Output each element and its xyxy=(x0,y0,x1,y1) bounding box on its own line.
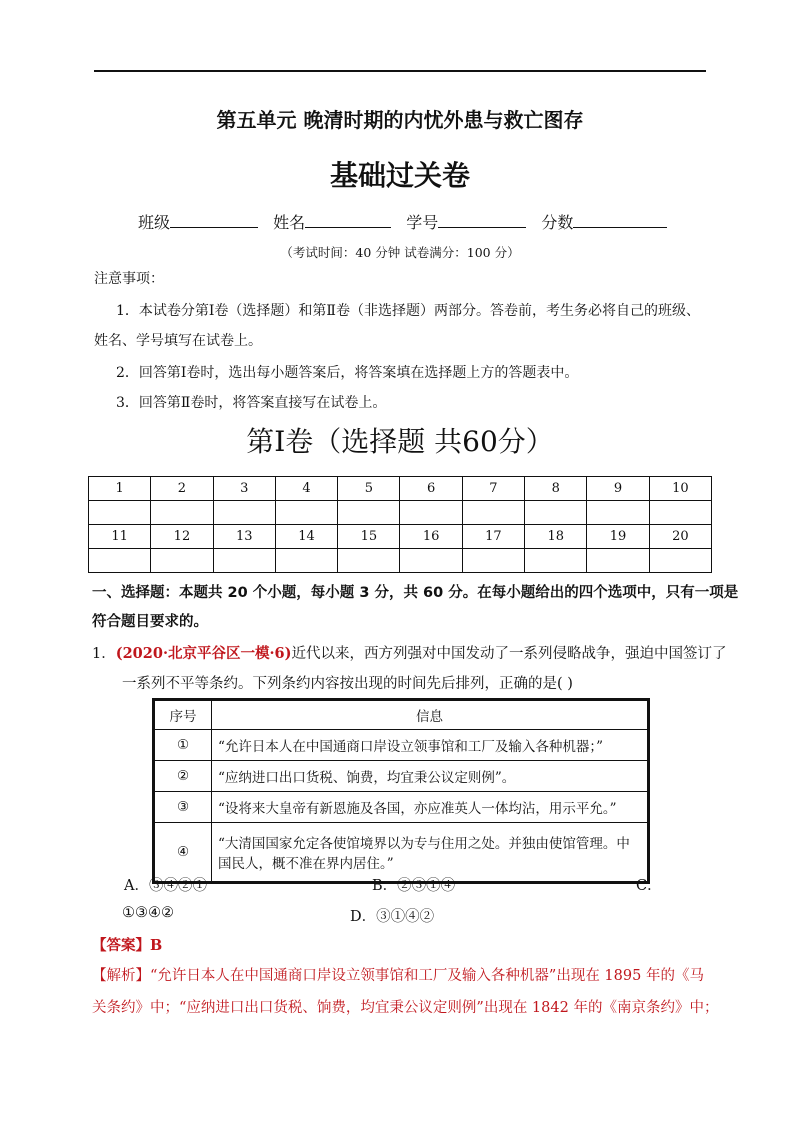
table-header-row xyxy=(154,700,649,730)
row-info: “应纳进口出口货税、饷费，均宜秉公议定则例”。 xyxy=(212,761,649,792)
exam-title: 基础过关卷 xyxy=(329,159,470,192)
part1-instructions-line-2: 符合题目要求的。 xyxy=(92,614,208,630)
treaty-info-table xyxy=(152,698,650,884)
class-label: 班级 xyxy=(138,213,171,232)
grid-number: 12 xyxy=(151,525,213,549)
grid-number: 4 xyxy=(275,477,337,501)
answer-cell[interactable] xyxy=(213,549,275,573)
question-1-stem xyxy=(92,642,727,663)
exam-time-note: （考试时间：40 分钟 试卷满分：100 分） xyxy=(280,245,520,260)
answer-cell[interactable] xyxy=(587,549,649,573)
answer-cell[interactable] xyxy=(649,501,711,525)
answer-cell[interactable] xyxy=(151,501,213,525)
question-source: (2020·北京平谷区一模·6) xyxy=(115,645,292,662)
row-seq: ② xyxy=(154,761,212,792)
option-b[interactable]: B．②③①④ xyxy=(372,878,456,894)
answer-cell[interactable] xyxy=(275,549,337,573)
answer-grid-blanks-2 xyxy=(89,549,712,573)
answer-cell[interactable] xyxy=(462,549,524,573)
answer-cell[interactable] xyxy=(462,501,524,525)
grid-number: 16 xyxy=(400,525,462,549)
unit-title: 第五单元 晚清时期的内忧外患与救亡图存 xyxy=(216,108,584,132)
answer-grid xyxy=(88,476,712,573)
answer-cell[interactable] xyxy=(89,501,151,525)
score-label: 分数 xyxy=(541,213,574,232)
answer-cell[interactable] xyxy=(400,549,462,573)
notes-heading: 注意事项： xyxy=(94,271,164,287)
grid-number: 11 xyxy=(89,525,151,549)
answer-cell[interactable] xyxy=(338,501,400,525)
student-id-label: 学号 xyxy=(406,213,439,232)
grid-number: 13 xyxy=(213,525,275,549)
table-row xyxy=(154,730,649,761)
part1-instructions-line-1: 一、选择题：本题共 20 个小题，每小题 3 分，共 60 分。在每小题给出的四个选项中，只有一项是 xyxy=(92,585,739,601)
note-1-line-1: 1．本试卷分第Ⅰ卷（选择题）和第Ⅱ卷（非选择题）两部分。答卷前，考生务必将自己的班级、 xyxy=(116,303,700,319)
grid-number: 1 xyxy=(89,477,151,501)
grid-number: 7 xyxy=(462,477,524,501)
score-blank[interactable] xyxy=(573,213,667,228)
analysis-line-2: 关条约》中；“应纳进口出口货税、饷费，均宜秉公议定则例”出现在 1842 年的《南京条约》中； xyxy=(92,1000,719,1016)
question-number: 1． xyxy=(92,646,116,662)
row-info: “大清国国家允定各使馆境界以为专与住用之处。并独由使馆管理。中国民人，概不准在界内居住。” xyxy=(212,823,649,883)
row-seq: ③ xyxy=(154,792,212,823)
answer-cell[interactable] xyxy=(213,501,275,525)
grid-number: 3 xyxy=(213,477,275,501)
column-header-info: 信息 xyxy=(212,700,649,730)
table-row xyxy=(154,761,649,792)
row-seq: ④ xyxy=(154,823,212,883)
note-2: 2．回答第Ⅰ卷时，选出每小题答案后，将答案填在选择题上方的答题表中。 xyxy=(116,365,579,381)
grid-number: 14 xyxy=(275,525,337,549)
option-d[interactable]: D．③①④② xyxy=(350,909,435,925)
grid-number: 10 xyxy=(649,477,711,501)
question-stem-line-1: 近代以来，西方列强对中国发动了一系列侵略战争，强迫中国签订了 xyxy=(291,646,727,662)
note-1-line-2: 姓名、学号填写在试卷上。 xyxy=(94,333,262,349)
section-title: 第Ⅰ卷（选择题 共60分） xyxy=(246,425,554,458)
grid-number: 20 xyxy=(649,525,711,549)
answer-cell[interactable] xyxy=(587,501,649,525)
grid-number: 19 xyxy=(587,525,649,549)
answer-cell[interactable] xyxy=(275,501,337,525)
option-c-label[interactable]: C． xyxy=(636,878,662,894)
row-info: “设将来大皇帝有新恩施及各国，亦应准英人一体均沾，用示平允。” xyxy=(212,792,649,823)
row-seq: ① xyxy=(154,730,212,761)
answer-cell[interactable] xyxy=(89,549,151,573)
grid-number: 2 xyxy=(151,477,213,501)
analysis-line-1: 【解析】“允许日本人在中国通商口岸设立领事馆和工厂及输入各种机器”出现在 1895 年的《马 xyxy=(92,968,704,984)
answer-grid-numbers-1 xyxy=(89,477,712,501)
grid-number: 15 xyxy=(338,525,400,549)
answer-cell[interactable] xyxy=(649,549,711,573)
answer-grid-blanks-1 xyxy=(89,501,712,525)
answer-cell[interactable] xyxy=(151,549,213,573)
answer-cell[interactable] xyxy=(400,501,462,525)
question-stem-line-2: 一系列不平等条约。下列条约内容按出现的时间先后排列，正确的是( ) xyxy=(122,676,573,692)
grid-number: 18 xyxy=(525,525,587,549)
answer-cell[interactable] xyxy=(525,549,587,573)
table-row xyxy=(154,792,649,823)
class-blank[interactable] xyxy=(170,213,258,228)
option-a[interactable]: A．③④②① xyxy=(124,878,207,894)
grid-number: 9 xyxy=(587,477,649,501)
grid-number: 6 xyxy=(400,477,462,501)
note-3: 3．回答第Ⅱ卷时，将答案直接写在试卷上。 xyxy=(116,395,387,411)
student-id-blank[interactable] xyxy=(438,213,526,228)
answer-cell[interactable] xyxy=(338,549,400,573)
column-header-seq: 序号 xyxy=(154,700,212,730)
answer-cell[interactable] xyxy=(525,501,587,525)
answer-grid-numbers-2 xyxy=(89,525,712,549)
answer-label: 【答案】B xyxy=(92,937,163,954)
name-blank[interactable] xyxy=(305,213,391,228)
grid-number: 5 xyxy=(338,477,400,501)
option-c-value[interactable]: ①③④② xyxy=(122,905,174,921)
grid-number: 8 xyxy=(525,477,587,501)
grid-number: 17 xyxy=(462,525,524,549)
name-label: 姓名 xyxy=(273,213,306,232)
top-rule xyxy=(94,70,706,72)
row-info: “允许日本人在中国通商口岸设立领事馆和工厂及输入各种机器；” xyxy=(212,730,649,761)
student-info-line xyxy=(138,210,677,233)
